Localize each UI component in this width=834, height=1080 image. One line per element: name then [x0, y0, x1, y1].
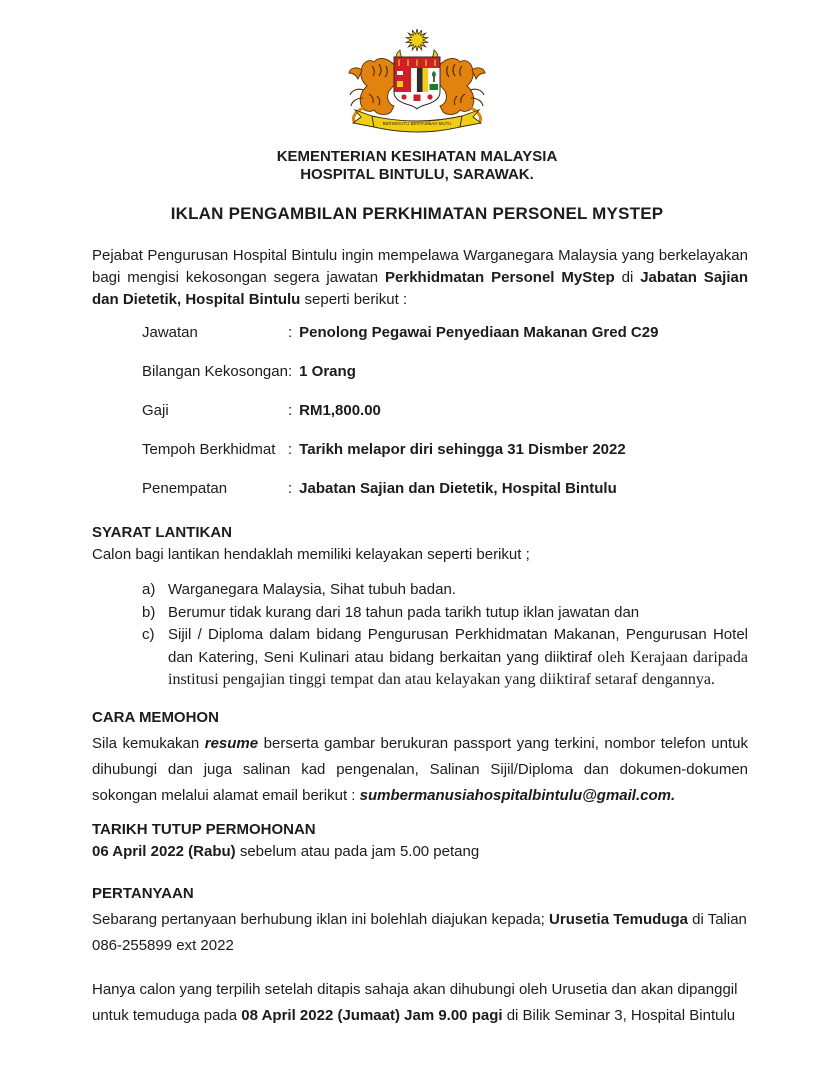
- field-label: Jawatan: [142, 324, 198, 341]
- cara-memohon-paragraph: [92, 731, 748, 809]
- section-heading-cara-memohon: CARA MEMOHON: [92, 708, 219, 726]
- field-separator: :: [288, 324, 293, 341]
- field-jawatan: [92, 322, 748, 344]
- hospital-name: HOSPITAL BINTULU, SARAWAK.: [300, 166, 534, 183]
- field-bilangan-kekosongan: [92, 361, 748, 383]
- interview-datetime: 08 April 2022 (Jumaat) Jam 9.00 pagi: [241, 1006, 503, 1024]
- letterhead: [0, 148, 834, 184]
- crest-motto: BERSEKUTU BERTAMBAH MUTU: [382, 121, 452, 126]
- advert-title: IKLAN PENGAMBILAN PERKHIMATAN PERSONEL MYSTEP: [170, 204, 664, 223]
- ministry-name: KEMENTERIAN KESIHATAN MALAYSIA: [276, 148, 558, 165]
- field-value: RM1,800.00: [299, 402, 381, 419]
- field-gaji: [92, 400, 748, 422]
- field-separator: :: [288, 402, 293, 419]
- contact-phone: di Talian 086-255899 ext 2022: [92, 910, 747, 954]
- cara-text: Sila kemukakan: [92, 734, 205, 752]
- crest-tiger-left: [349, 59, 395, 123]
- crest-tiger-right: [439, 59, 485, 123]
- field-separator: :: [288, 480, 293, 497]
- closing-date-text: sebelum atau pada jam 5.00 petang: [235, 842, 480, 860]
- list-marker: b): [142, 603, 156, 621]
- malaysia-coat-of-arms-icon: [341, 26, 493, 138]
- requirement-item-a: [92, 579, 748, 602]
- requirement-item-b: [92, 602, 748, 625]
- requirement-text-serif: oleh Kerajaan daripada institusi pengajian tinggi tempat dan atau kelayakan yang diiktiraf setaraf dengannya.: [168, 648, 748, 688]
- section-heading-syarat-lantikan: SYARAT LANTIKAN: [92, 524, 233, 541]
- requirement-text: Berumur tidak kurang dari 18 tahun pada tarikh tutup iklan jawatan dan: [168, 603, 640, 621]
- intro-bold-position: Perkhidmatan Personel MyStep: [385, 269, 615, 286]
- pertanyaan-paragraph: [92, 907, 748, 959]
- intro-paragraph: [92, 245, 748, 311]
- requirement-text-sans: Sijil / Diploma dalam bidang Pengurusan Perkhidmatan Makanan, Pengurusan Hotel dan Katering, Seni Kulinari atau bidang berkaitan yang diiktiraf: [168, 626, 748, 666]
- application-email: sumbermanusiahospitalbintulu@gmail.com.: [359, 786, 676, 804]
- field-value: Penolong Pegawai Penyediaan Makanan Gred C29: [299, 324, 659, 341]
- field-separator: :: [288, 441, 293, 458]
- list-marker: a): [142, 581, 156, 598]
- field-value: Tarikh melapor diri sehingga 31 Dismber 2022: [299, 441, 626, 458]
- job-details-list: [92, 322, 748, 500]
- list-marker: c): [142, 626, 155, 643]
- field-value: Jabatan Sajian dan Dietetik, Hospital Bintulu: [299, 480, 617, 497]
- document-body: [0, 245, 834, 1029]
- field-tempoh-berkhidmat: [92, 439, 748, 461]
- field-separator: :: [288, 363, 293, 380]
- section-heading-tarikh-tutup: TARIKH TUTUP PERMOHONAN: [92, 820, 316, 838]
- field-label: Gaji: [142, 402, 169, 419]
- field-penempatan: [92, 478, 748, 500]
- requirement-text: Warganegara Malaysia, Sihat tubuh badan.: [168, 581, 456, 598]
- closing-date: 06 April 2022 (Rabu): [92, 842, 236, 860]
- closing-text: Hanya calon yang terpilih setelah ditapis sahaja akan dihubungi oleh Urusetia dan akan dipanggil untuk temuduga pada: [92, 980, 738, 1024]
- crest-shield: [394, 57, 440, 109]
- requirements-list: [92, 579, 748, 692]
- resume-emphasis: resume: [204, 734, 259, 752]
- pertanyaan-text: Sebarang pertanyaan berhubung iklan ini bolehlah diajukan kepada;: [92, 910, 550, 928]
- crest-ribbon: [353, 110, 481, 132]
- requirement-text: [168, 624, 748, 692]
- field-value: 1 Orang: [299, 363, 356, 380]
- requirement-item-c: [92, 624, 748, 692]
- closing-text: di Bilik Seminar 3, Hospital Bintulu: [502, 1006, 736, 1024]
- section-heading-pertanyaan: PERTANYAAN: [92, 884, 194, 902]
- field-label: Tempoh Berkhidmat: [142, 441, 276, 458]
- field-label: Bilangan Kekosongan: [142, 363, 288, 380]
- intro-text: seperti berikut :: [300, 291, 408, 308]
- cara-text: berserta gambar berukuran passport yang terkini, nombor telefon untuk dihubungi dan juga salinan kad pengenalan, Salinan Sijil/Diploma dan dokumen-dokumen sokongan melalui alamat email berikut :: [92, 734, 748, 804]
- contact-unit: Urusetia Temuduga: [549, 910, 688, 928]
- closing-date-line: [92, 841, 748, 863]
- intro-bold-department: Jabatan Sajian dan Dietetik, Hospital Bintulu: [92, 269, 748, 308]
- crest-star: [406, 29, 427, 51]
- intro-text: Pejabat Pengurusan Hospital Bintulu ingin mempelawa Warganegara Malaysia yang berkelayakan bagi mengisi kekosongan segera jawatan: [92, 247, 748, 286]
- syarat-lead: Calon bagi lantikan hendaklah memiliki kelayakan seperti berikut ;: [92, 546, 530, 563]
- closing-paragraph: [92, 977, 748, 1029]
- intro-text: di: [614, 269, 641, 286]
- field-label: Penempatan: [142, 480, 228, 497]
